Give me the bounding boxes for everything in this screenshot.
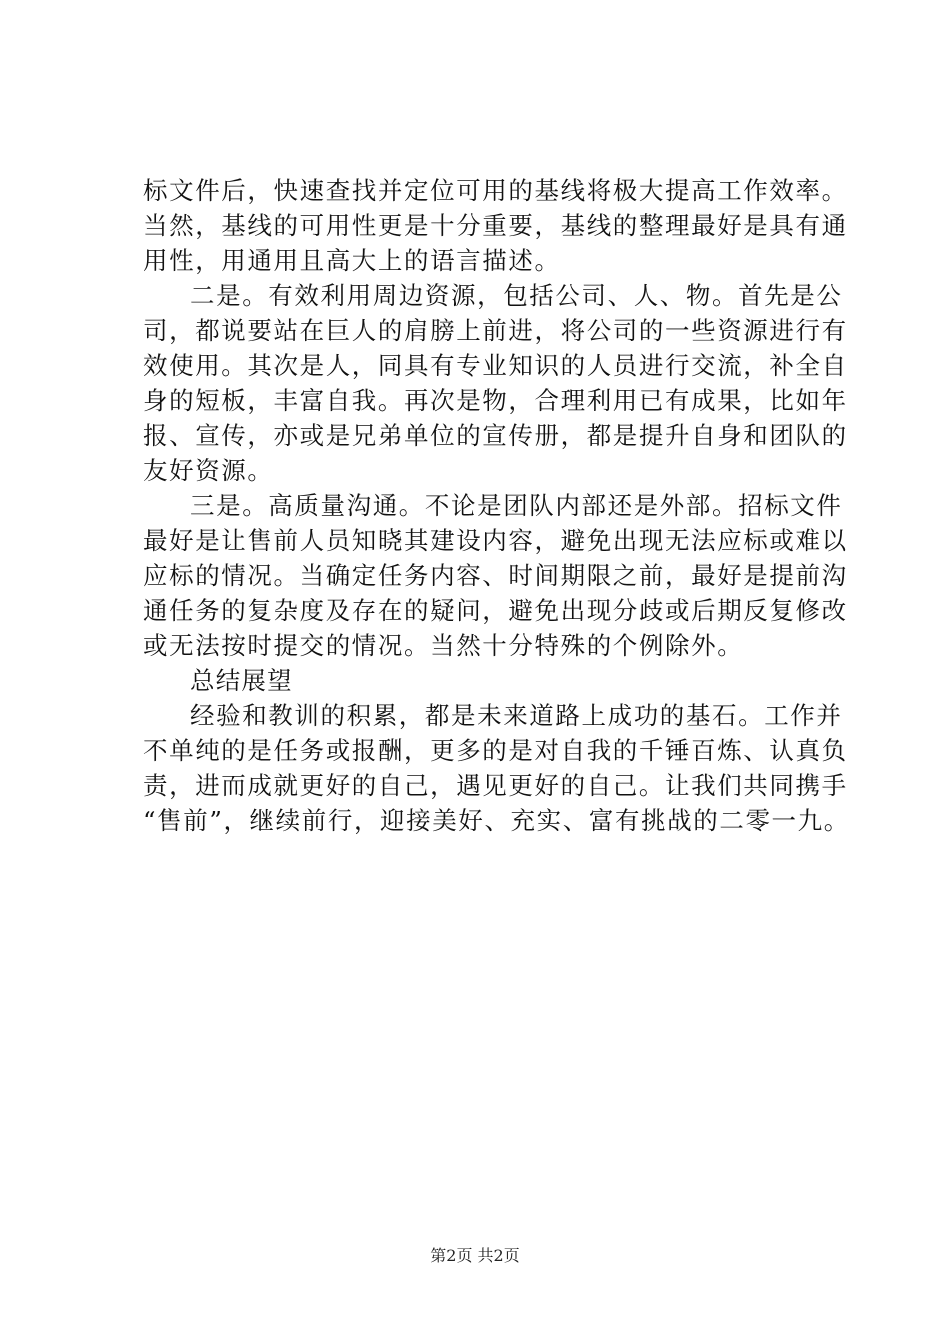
body-text-line: 司，都说要站在巨人的肩膀上前进，将公司的一些资源进行有 [143,316,848,345]
paragraph-start-line: 三是。高质量沟通。不论是团队内部还是外部。招标文件 [190,491,843,520]
body-text-line: 身的短板，丰富自我。再次是物，合理利用已有成果，比如年 [143,386,848,415]
body-text-line: 当然，基线的可用性更是十分重要，基线的整理最好是具有通 [143,211,848,240]
paragraph-start-line: 二是。有效利用周边资源，包括公司、人、物。首先是公 [190,281,843,310]
page-number-footer: 第2页 共2页 [430,1246,520,1265]
body-text-line: 通任务的复杂度及存在的疑问，避免出现分歧或后期反复修改 [143,596,848,625]
body-text-line: 或无法按时提交的情况。当然十分特殊的个例除外。 [143,631,744,660]
body-text-line: 报、宣传，亦或是兄弟单位的宣传册，都是提升自身和团队的 [143,421,848,450]
section-heading: 总结展望 [190,666,293,695]
body-text-line: 最好是让售前人员知晓其建设内容，避免出现无法应标或难以 [143,526,848,555]
body-text-line: 责，进而成就更好的自己，遇见更好的自己。让我们共同携手 [143,771,848,800]
body-text-line: 标文件后，快速查找并定位可用的基线将极大提高工作效率。 [143,176,848,205]
body-text-line: 用性，用通用且高大上的语言描述。 [143,246,561,275]
body-text-line: 友好资源。 [143,456,274,485]
body-text-line: 应标的情况。当确定任务内容、时间期限之前，最好是提前沟 [143,561,848,590]
body-text-line: 不单纯的是任务或报酬，更多的是对自我的千锤百炼、认真负 [143,736,848,765]
paragraph-start-line: 经验和教训的积累，都是未来道路上成功的基石。工作并 [190,701,843,730]
body-text-line: 效使用。其次是人，同具有专业知识的人员进行交流，补全自 [143,351,848,380]
body-text-line: “售前”，继续前行，迎接美好、充实、富有挑战的二零一九。 [143,806,850,835]
